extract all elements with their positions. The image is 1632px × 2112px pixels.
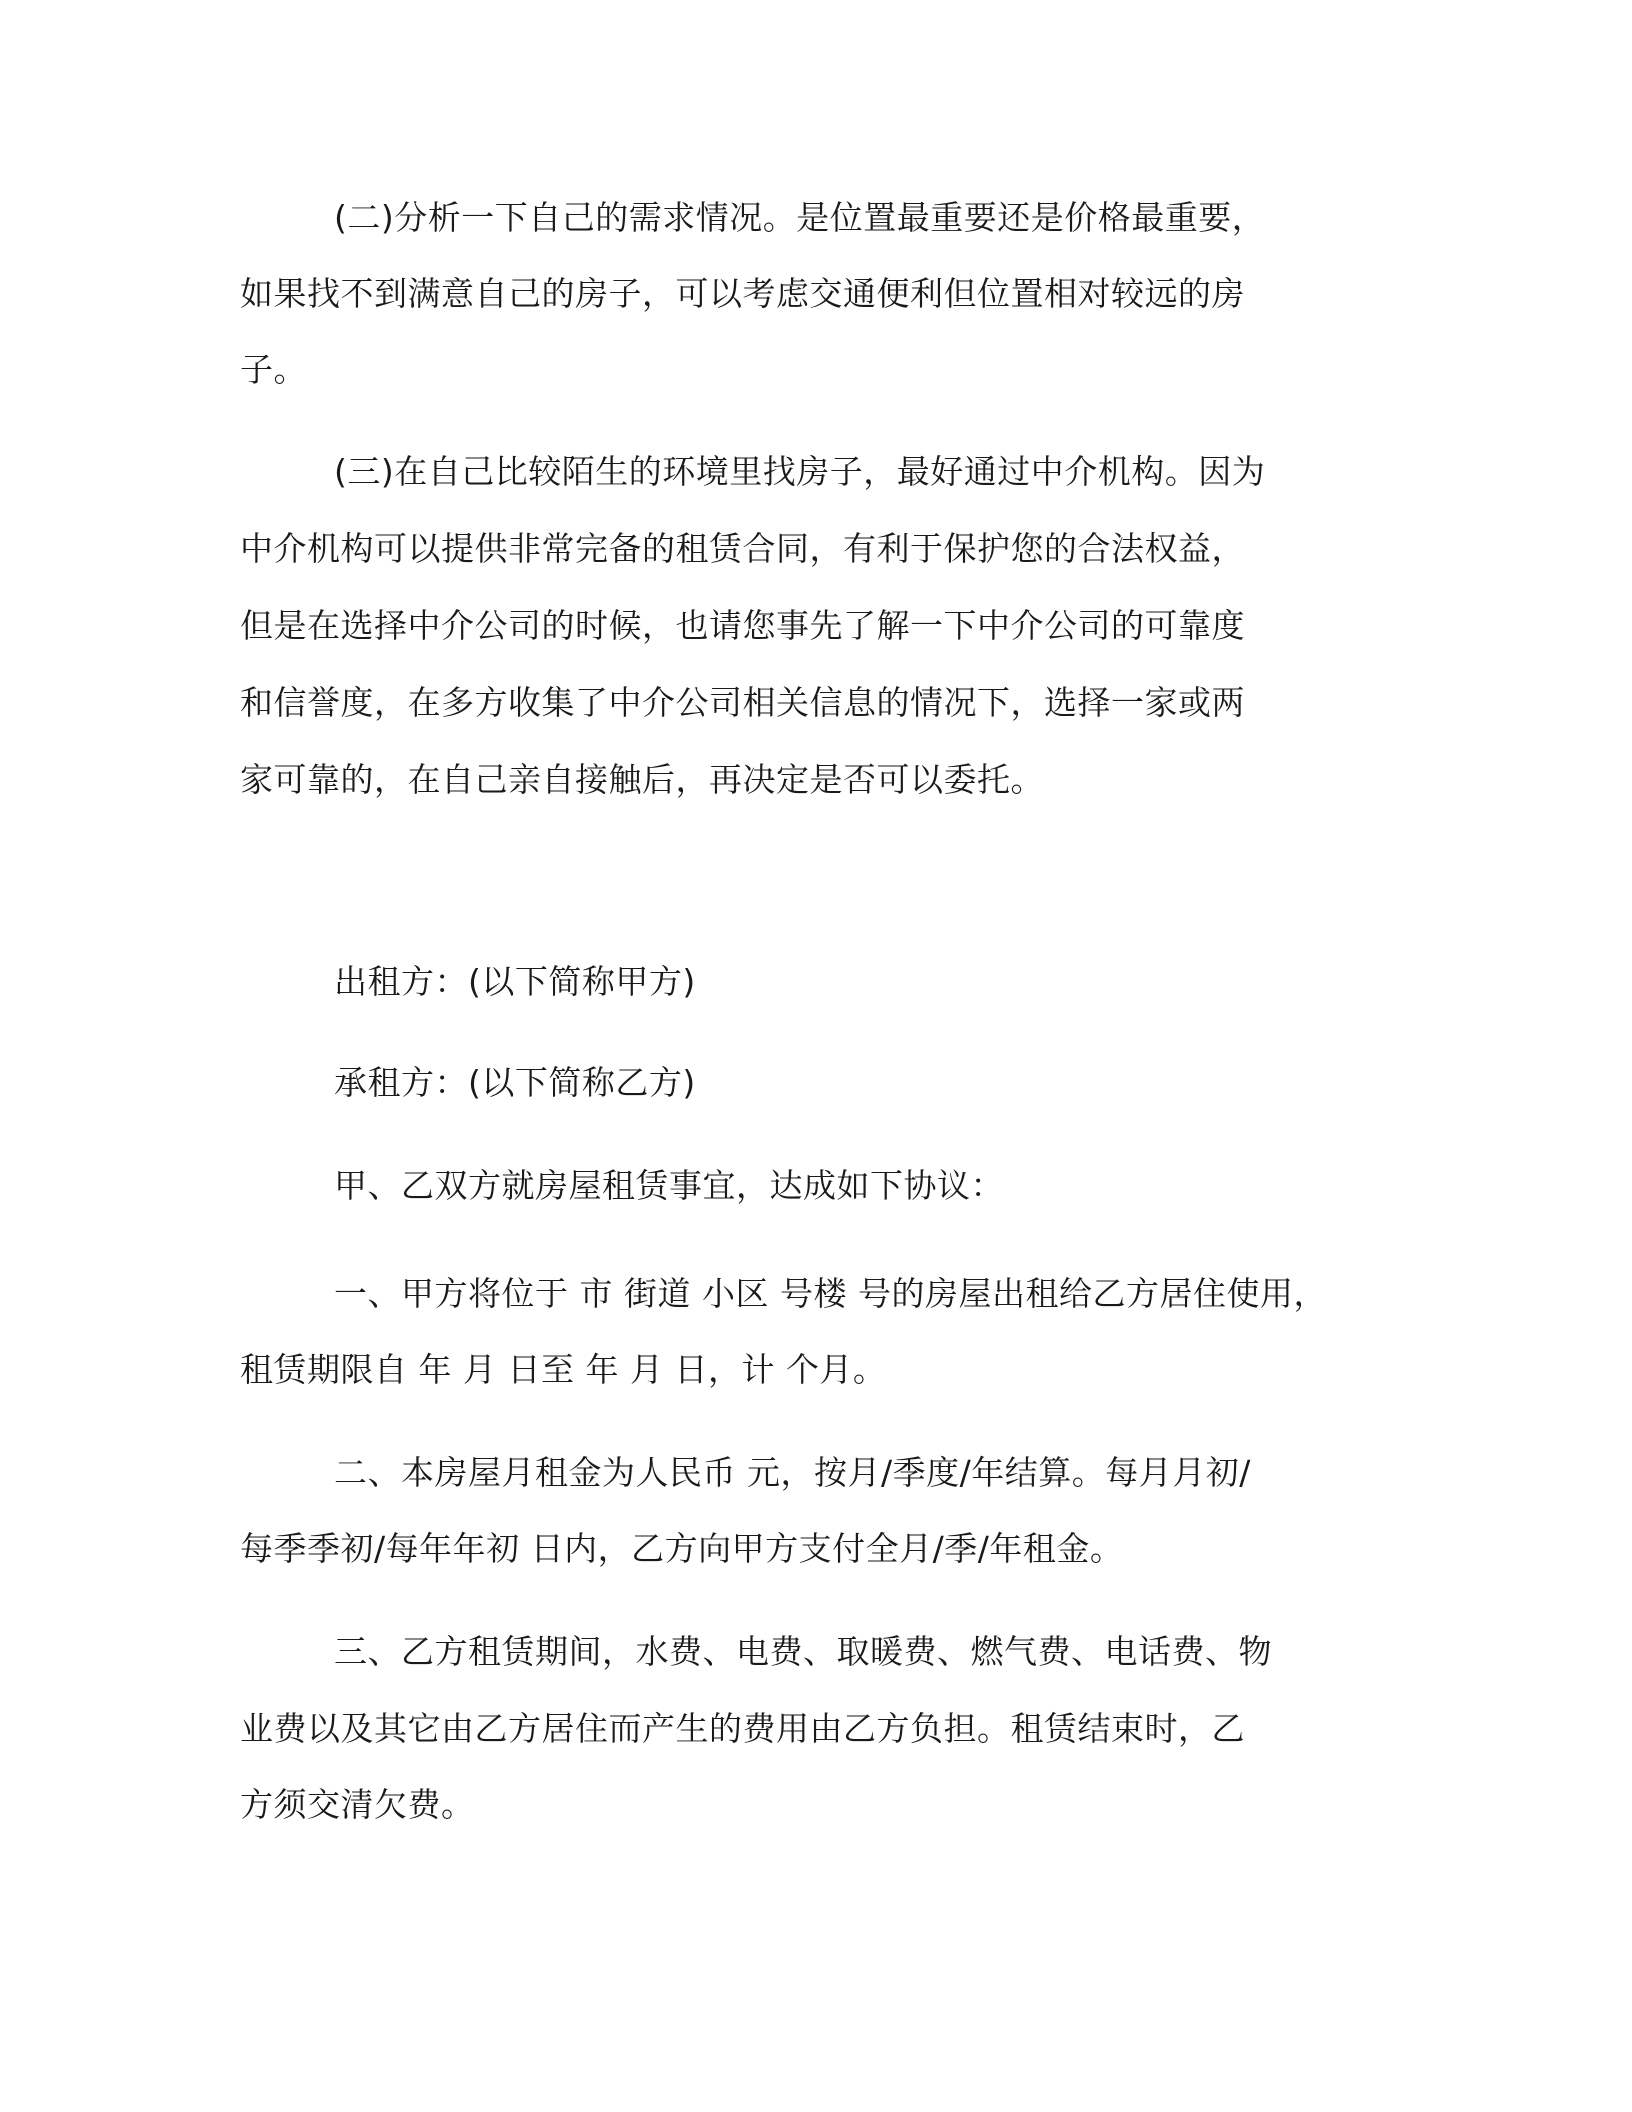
paragraph-2-line-2: 如果找不到满意自己的房子，可以考虑交通便利但位置相对较远的房	[240, 274, 1245, 313]
paragraph-2-line-3: 子。	[240, 350, 307, 389]
clause-1-line-1: 一、甲方将位于 市 街道 小区 号楼 号的房屋出租给乙方居住使用，	[334, 1274, 1327, 1313]
paragraph-3-line-5: 家可靠的，在自己亲自接触后，再决定是否可以委托。	[240, 760, 1044, 799]
clause-1-line-2: 租赁期限自 年 月 日至 年 月 日，计 个月。	[240, 1350, 887, 1389]
lessor-line: 出租方：(以下简称甲方)	[334, 962, 696, 1001]
clause-2-line-1: 二、本房屋月租金为人民币 元，按月/季度/年结算。每月月初/	[334, 1453, 1251, 1492]
clause-3-line-2: 业费以及其它由乙方居住而产生的费用由乙方负担。租赁结束时，乙	[240, 1709, 1245, 1748]
paragraph-2-line-1: (二)分析一下自己的需求情况。是位置最重要还是价格最重要，	[334, 198, 1266, 237]
lessee-line: 承租方：(以下简称乙方)	[334, 1063, 696, 1102]
clause-3-line-3: 方须交清欠费。	[240, 1785, 475, 1824]
clause-3-line-1: 三、乙方租赁期间，水费、电费、取暖费、燃气费、电话费、物	[334, 1632, 1272, 1671]
clause-2-line-2: 每季季初/每年年初 日内，乙方向甲方支付全月/季/年租金。	[240, 1529, 1124, 1568]
agreement-intro: 甲、乙双方就房屋租赁事宜，达成如下协议：	[334, 1166, 1004, 1205]
paragraph-3-line-4: 和信誉度，在多方收集了中介公司相关信息的情况下，选择一家或两	[240, 683, 1245, 722]
paragraph-3-line-2: 中介机构可以提供非常完备的租赁合同，有利于保护您的合法权益，	[240, 529, 1245, 568]
paragraph-3-line-3: 但是在选择中介公司的时候，也请您事先了解一下中介公司的可靠度	[240, 606, 1245, 645]
paragraph-3-line-1: (三)在自己比较陌生的环境里找房子，最好通过中介机构。因为	[334, 452, 1266, 491]
